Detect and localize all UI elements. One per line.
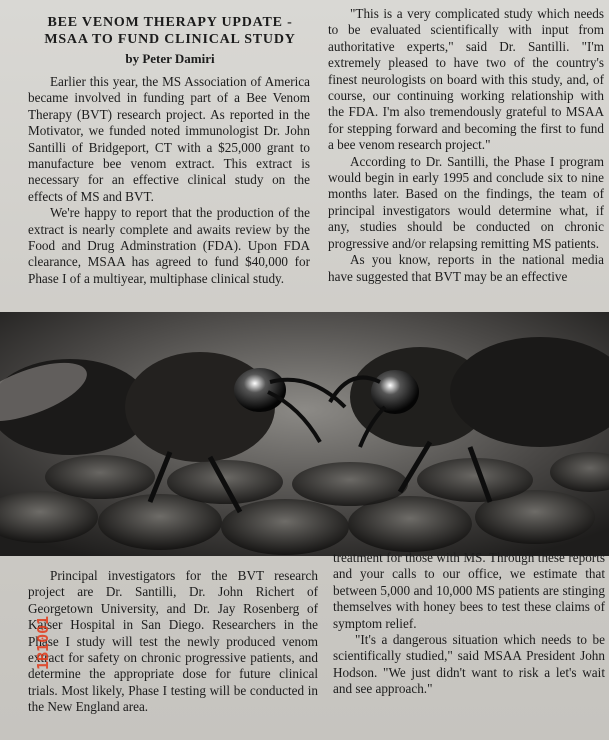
article-byline: by Peter Damiri	[125, 51, 215, 66]
paragraph: "It's a dangerous situation which needs to be scientifically studied," said MSAA President John Hodson. "We just didn't want to risk a let's wait and see approach."	[333, 632, 605, 697]
column-top-left	[28, 74, 310, 287]
red-date-stamp: 1B1001	[34, 615, 52, 670]
paragraph: According to Dr. Santilli, the Phase I program would begin in early 1995 and conclude six to nine months later. Based on the findings, the team of principal investigators would determine what, if any, studies should be conducted on chronic progressive and/or relapsing remitting MS patients.	[328, 153, 604, 251]
paragraph: "This is a very complicated study which needs to be evaluated scientifically with input from authoritative experts," said Dr. Santilli. "I'm extremely pleased to have two of the country's finest neurologists on board with this study, and, of course, our continuing working relationship with the FDA. I'm also tremendously grateful to MSAA for stepping forward and becoming the first to fund a bee venom research project."	[328, 6, 604, 153]
paragraph: We're happy to report that the production of the extract is nearly complete and awaits review by the Food and Drug Adminstration (FDA). Upon FDA clearance, MSAA has agreed to fund $40,000 for Phase I of a multiyear, multiphase clinical study.	[28, 205, 310, 286]
bees-photo-graphic	[0, 312, 609, 556]
column-top-right	[328, 6, 604, 285]
paragraph: treatment for those with MS. Through these reports and your calls to our office, we estimate that between 5,000 and 10,000 MS patients are stinging themselves with honey bees to test these claims of symptom relief.	[333, 550, 605, 631]
article-headline	[22, 14, 318, 48]
headline-line-1: BEE VENOM THERAPY UPDATE -	[47, 15, 293, 30]
paragraph: Earlier this year, the MS Association of America became involved in funding part of a Bee Venom Therapy (BVT) research project. As reported in the Motivator, we funded noted immunologist Dr. John Santilli of Bridgeport, CT with a $25,000 grant to manufacture bee venom extract. This extract is necessary for an effective clinical study on the effects of MS and BVT.	[28, 74, 310, 204]
paragraph: Principal investigators for the BVT research project are Dr. Santilli, Dr. John Richert of Georgetown University, and Dr. Jay Rosenberg of Kaiser Hospital in San Diego. Researchers in the Phase I study will test the newly produced venom extract for safety on chronic progressive patients, and determine the appropriate dose for future clinical trials. Most likely, Phase I testing will be conducted in the New England area.	[28, 568, 318, 715]
bees-photo	[0, 312, 609, 556]
paragraph: As you know, reports in the national media have suggested that BVT may be an effective	[328, 252, 604, 284]
column-bottom-right	[333, 550, 605, 698]
headline-line-2: MSAA TO FUND CLINICAL STUDY	[44, 32, 296, 47]
column-bottom-left	[28, 568, 318, 716]
